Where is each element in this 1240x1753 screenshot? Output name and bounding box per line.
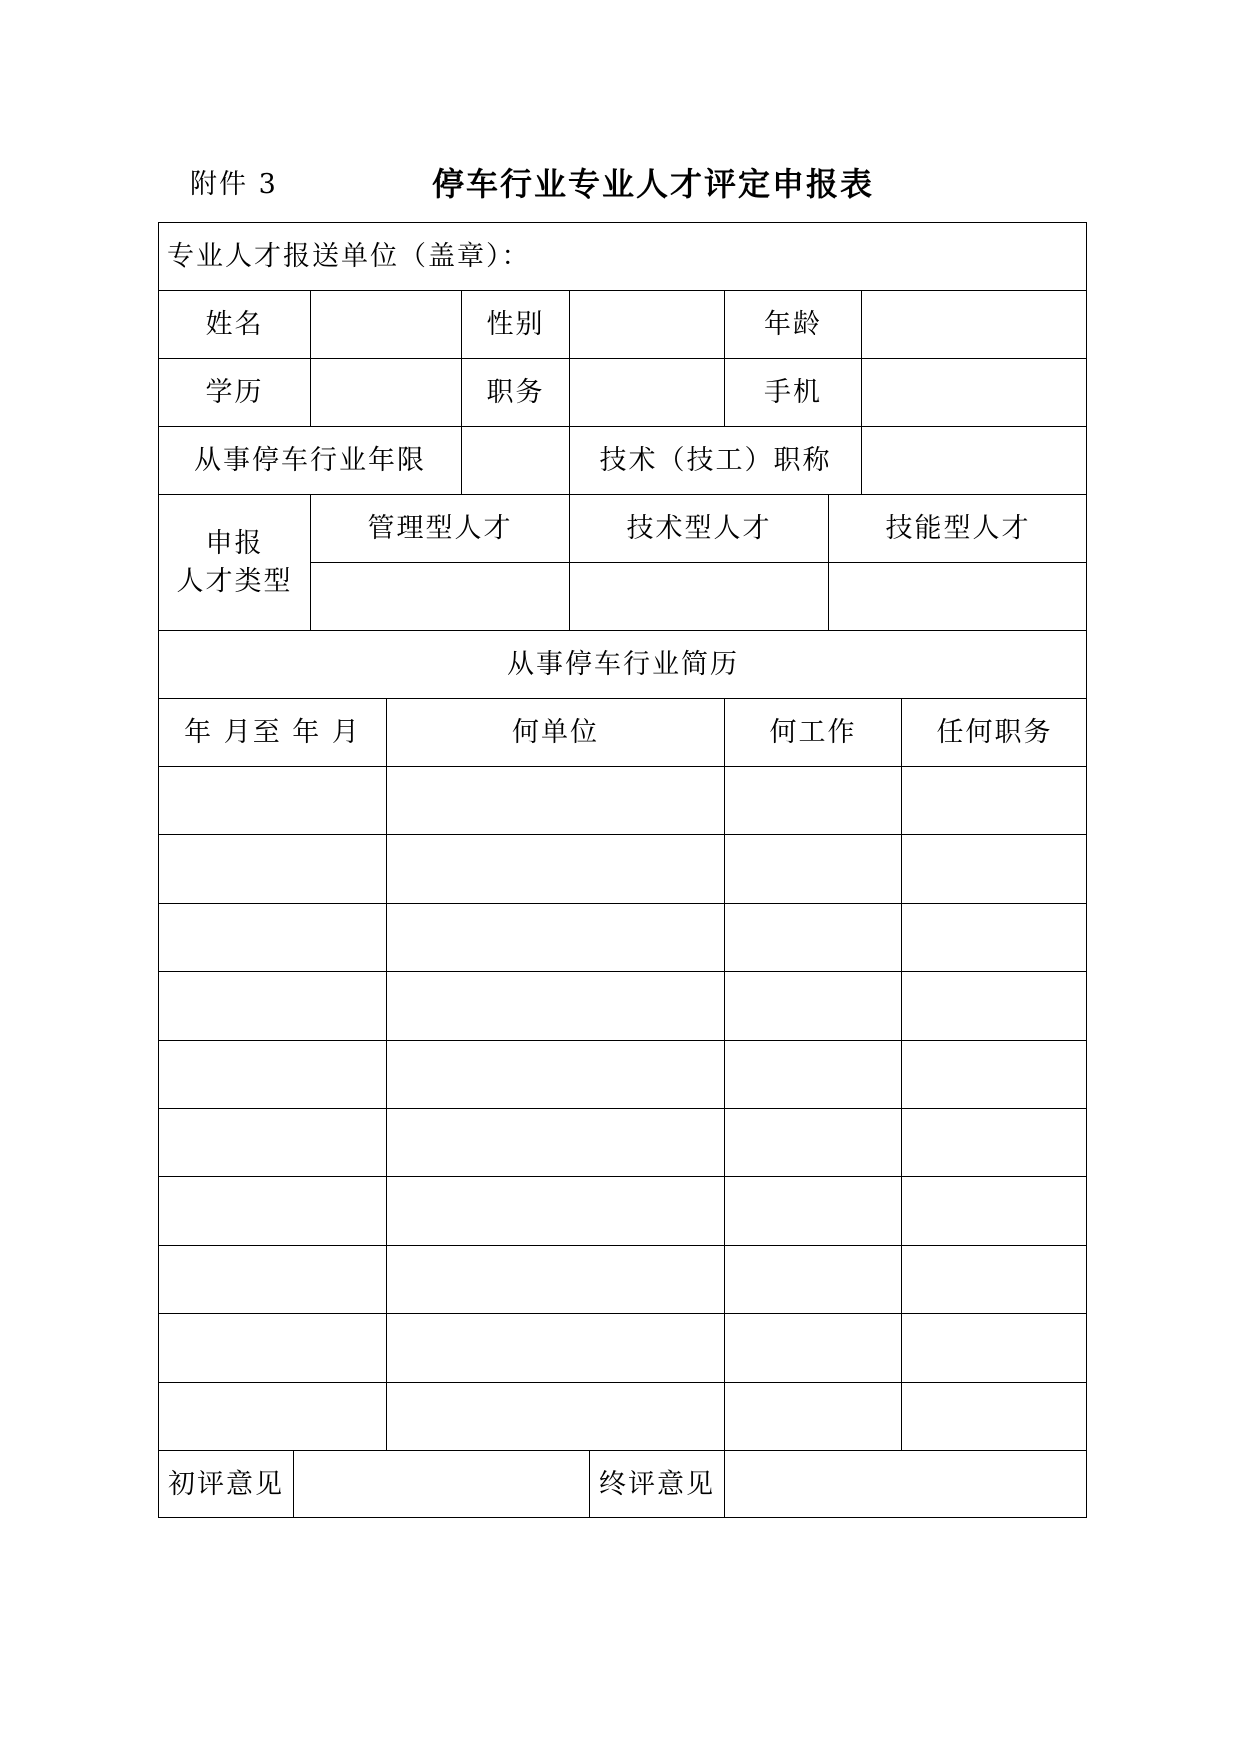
years-label-cell xyxy=(158,426,461,494)
tech-title-field[interactable] xyxy=(861,426,1087,494)
talent-type-technical-field[interactable] xyxy=(569,562,828,630)
final-review-label-cell xyxy=(589,1450,724,1518)
resume-work-field[interactable] xyxy=(724,1108,901,1176)
name-label: 姓名 xyxy=(205,308,264,340)
talent-type-skilled-label: 技能型人才 xyxy=(885,512,1031,544)
unit-label: 专业人才报送单位（盖章）： xyxy=(167,240,531,272)
unit-label-cell xyxy=(158,222,1087,290)
resume-work-field[interactable] xyxy=(724,766,901,834)
phone-field[interactable] xyxy=(861,358,1087,426)
final-review-field[interactable] xyxy=(724,1450,1087,1518)
resume-header-unit xyxy=(386,698,724,766)
gender-label-cell xyxy=(461,290,569,358)
initial-review-label-cell xyxy=(158,1450,293,1518)
resume-work-field[interactable] xyxy=(724,971,901,1039)
resume-header-duty xyxy=(901,698,1087,766)
final-review-label: 终评意见 xyxy=(599,1468,715,1500)
resume-work-field[interactable] xyxy=(724,1245,901,1313)
talent-type-label-line2: 人才类型 xyxy=(176,565,293,597)
talent-type-header-skilled xyxy=(828,494,1087,562)
education-label: 学历 xyxy=(205,376,264,408)
education-label-cell xyxy=(158,358,310,426)
age-label-cell xyxy=(724,290,861,358)
resume-duty-field[interactable] xyxy=(901,1176,1087,1244)
name-label-cell xyxy=(158,290,310,358)
resume-work-field[interactable] xyxy=(724,1040,901,1108)
resume-duty-field[interactable] xyxy=(901,766,1087,834)
resume-unit-field[interactable] xyxy=(386,834,724,902)
resume-work-field[interactable] xyxy=(724,834,901,902)
resume-period-field[interactable] xyxy=(158,1108,386,1176)
resume-unit-field[interactable] xyxy=(386,1382,724,1450)
resume-header-work-label: 何工作 xyxy=(769,716,857,748)
age-field[interactable] xyxy=(861,290,1087,358)
talent-type-skilled-field[interactable] xyxy=(828,562,1087,630)
resume-period-field[interactable] xyxy=(158,1040,386,1108)
talent-type-label-cell xyxy=(158,494,310,630)
resume-unit-field[interactable] xyxy=(386,1245,724,1313)
talent-type-header-technical xyxy=(569,494,828,562)
initial-review-label: 初评意见 xyxy=(168,1468,284,1500)
resume-period-field[interactable] xyxy=(158,766,386,834)
page-title: 停车行业专业人才评定申报表 xyxy=(432,165,875,203)
resume-duty-field[interactable] xyxy=(901,1040,1087,1108)
resume-unit-field[interactable] xyxy=(386,903,724,971)
resume-period-field[interactable] xyxy=(158,1382,386,1450)
resume-unit-field[interactable] xyxy=(386,1313,724,1381)
resume-unit-field[interactable] xyxy=(386,1108,724,1176)
position-label-cell xyxy=(461,358,569,426)
resume-section-label: 从事停车行业简历 xyxy=(507,648,739,680)
talent-type-management-label: 管理型人才 xyxy=(367,512,513,544)
resume-period-field[interactable] xyxy=(158,1313,386,1381)
resume-section-heading xyxy=(158,630,1087,698)
resume-unit-field[interactable] xyxy=(386,766,724,834)
resume-header-work xyxy=(724,698,901,766)
resume-header-period xyxy=(158,698,386,766)
initial-review-field[interactable] xyxy=(293,1450,589,1518)
resume-duty-field[interactable] xyxy=(901,1108,1087,1176)
resume-work-field[interactable] xyxy=(724,1176,901,1244)
resume-duty-field[interactable] xyxy=(901,1382,1087,1450)
resume-period-field[interactable] xyxy=(158,1176,386,1244)
talent-type-management-field[interactable] xyxy=(310,562,569,630)
resume-duty-field[interactable] xyxy=(901,1313,1087,1381)
phone-label: 手机 xyxy=(764,376,822,408)
resume-period-field[interactable] xyxy=(158,834,386,902)
resume-header-unit-label: 何单位 xyxy=(512,716,599,748)
resume-work-field[interactable] xyxy=(724,1382,901,1450)
resume-unit-field[interactable] xyxy=(386,971,724,1039)
phone-label-cell xyxy=(724,358,861,426)
education-field[interactable] xyxy=(310,358,461,426)
resume-unit-field[interactable] xyxy=(386,1176,724,1244)
position-label: 职务 xyxy=(486,376,545,408)
gender-field[interactable] xyxy=(569,290,724,358)
position-field[interactable] xyxy=(569,358,724,426)
attachment-label: 附件 3 xyxy=(190,169,278,200)
resume-duty-field[interactable] xyxy=(901,971,1087,1039)
resume-work-field[interactable] xyxy=(724,903,901,971)
resume-header-period-label: 年 月至 年 月 xyxy=(184,716,361,748)
resume-unit-field[interactable] xyxy=(386,1040,724,1108)
talent-type-technical-label: 技术型人才 xyxy=(626,512,772,544)
resume-work-field[interactable] xyxy=(724,1313,901,1381)
age-label: 年龄 xyxy=(764,308,822,340)
gender-label: 性别 xyxy=(486,308,545,340)
years-field[interactable] xyxy=(461,426,569,494)
resume-duty-field[interactable] xyxy=(901,903,1087,971)
resume-period-field[interactable] xyxy=(158,903,386,971)
tech-title-label-cell xyxy=(569,426,861,494)
resume-period-field[interactable] xyxy=(158,1245,386,1313)
talent-type-label-line1: 申报 xyxy=(205,527,264,559)
resume-header-duty-label: 任何职务 xyxy=(936,716,1053,748)
resume-duty-field[interactable] xyxy=(901,834,1087,902)
name-field[interactable] xyxy=(310,290,461,358)
resume-period-field[interactable] xyxy=(158,971,386,1039)
years-label: 从事停车行业年限 xyxy=(194,444,426,476)
talent-type-header-management xyxy=(310,494,569,562)
tech-title-label: 技术（技工）职称 xyxy=(599,444,832,476)
resume-duty-field[interactable] xyxy=(901,1245,1087,1313)
